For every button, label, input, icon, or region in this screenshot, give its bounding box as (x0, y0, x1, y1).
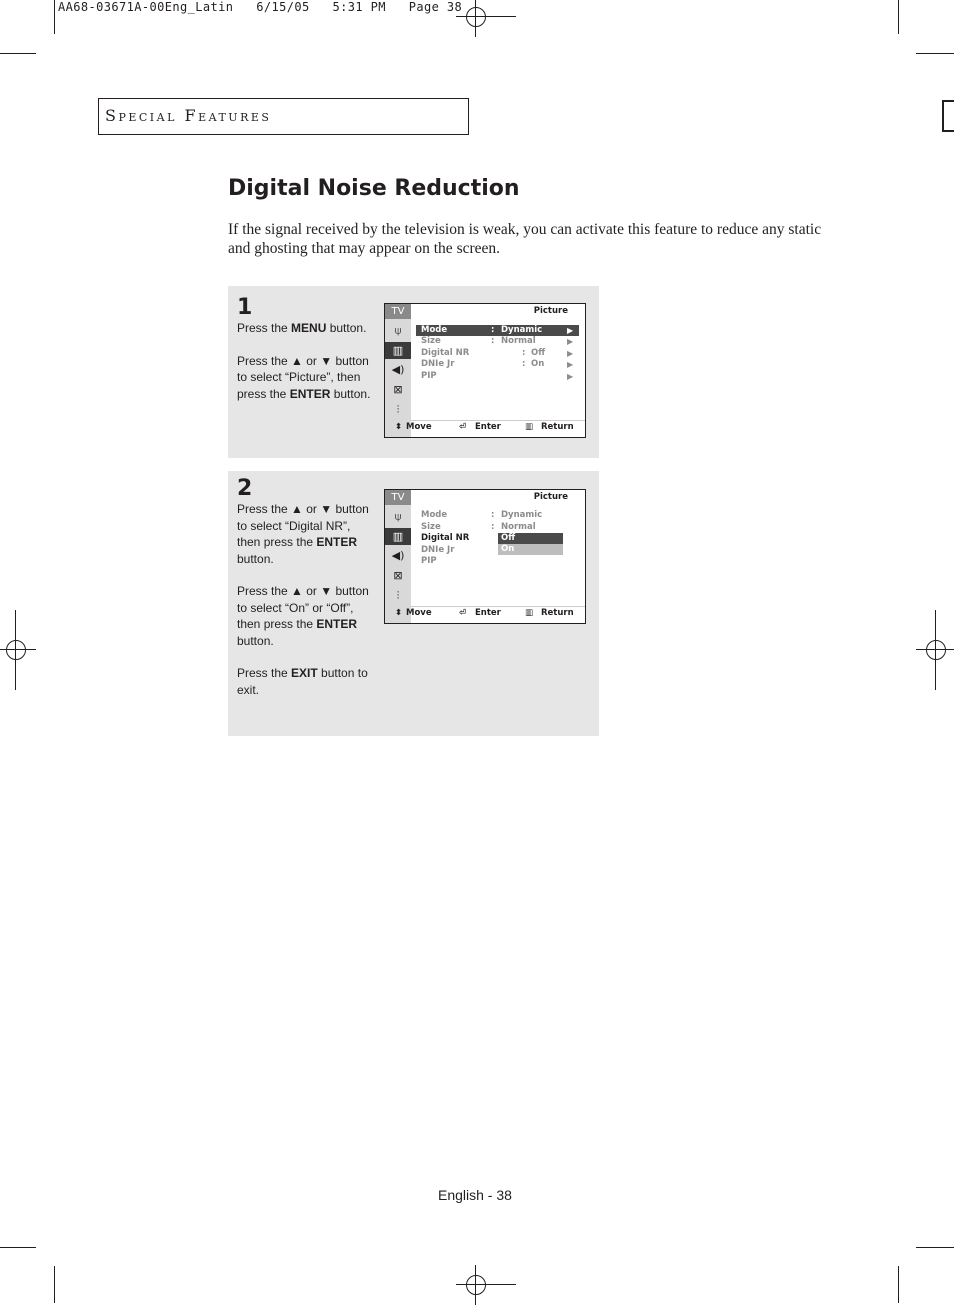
return-icon: ▥ (525, 608, 534, 618)
step-2-paragraph: Press the ▲ or ▼ button to select “On” or “Off”, then press the ENTER button. (237, 584, 369, 648)
osd-footer-move: Move (406, 422, 432, 432)
osd-footer-enter: Enter (475, 608, 501, 618)
step-2-paragraph: Press the EXIT button to exit. (237, 666, 368, 697)
registration-mark-bottom (456, 1265, 496, 1305)
crop-mark (476, 1284, 516, 1285)
move-icon: ⬍ (395, 608, 403, 618)
osd-tv-tag: TV (385, 304, 411, 319)
setup-icon: ⫶ (396, 589, 400, 602)
osd-option-on: On (501, 544, 515, 554)
osd-row-colon: : (491, 325, 495, 335)
osd-row-colon: : (491, 336, 495, 346)
crop-mark (476, 16, 516, 17)
page-footer: English - 38 (438, 1187, 512, 1203)
crop-mark (916, 53, 954, 54)
osd-title: Picture (533, 306, 568, 316)
osd-footer-return: Return (541, 608, 574, 618)
return-icon: ▥ (525, 422, 534, 432)
osd-row-colon: : (522, 359, 526, 369)
osd-row-value: Dynamic (501, 325, 543, 335)
step-1-paragraph: Press the ▲ or ▼ button to select “Picture”, then press the ENTER button. (237, 353, 371, 401)
picture-icon: ▥ (385, 342, 411, 359)
channel-icon: ⊠ (393, 569, 403, 582)
osd-tv-tag: TV (385, 490, 411, 505)
crop-mark (916, 1247, 954, 1248)
crop-mark (935, 610, 936, 690)
osd-row-arrow: ▶ (567, 337, 574, 346)
osd-row-label: Digital NR (421, 533, 470, 543)
osd-row-label: Mode (421, 510, 448, 520)
osd-row-value: Normal (501, 336, 536, 346)
osd-row-label: PIP (421, 371, 437, 381)
registration-mark-top (456, 0, 496, 37)
osd-row-colon: : (491, 510, 495, 520)
crop-mark (898, 1266, 899, 1303)
section-title: Special Features (105, 106, 272, 125)
osd-row-arrow: ▶ (567, 372, 574, 381)
osd-row-value: Normal (501, 522, 536, 532)
osd-footer-divider (411, 420, 585, 421)
osd-option-off: Off (501, 533, 516, 543)
step-1-number: 1 (237, 295, 253, 320)
osd-row-label: Digital NR (421, 348, 470, 358)
crop-mark (54, 0, 55, 34)
step-1-instructions (237, 320, 372, 418)
osd-row-arrow: ▶ (567, 360, 574, 369)
antenna-icon: ⍦ (394, 324, 402, 337)
osd-row-label: Size (421, 336, 441, 346)
step-2-instructions (237, 501, 372, 714)
print-slug: AA68-03671A-00Eng_Latin 6/15/05 5:31 PM Page 38 (58, 0, 463, 14)
crop-mark (0, 53, 36, 54)
antenna-icon: ⍦ (394, 510, 402, 523)
page-tab-marker (942, 100, 954, 132)
step-1-paragraph: Press the MENU button. (237, 321, 367, 335)
osd-row-arrow: ▶ (567, 349, 574, 358)
osd-row-label: Mode (421, 325, 448, 335)
osd-row-value: On (531, 359, 545, 369)
crop-mark (898, 0, 899, 34)
osd-footer-divider (411, 606, 585, 607)
page-heading: Digital Noise Reduction (228, 176, 520, 201)
osd-row-label: DNIe Jr (421, 359, 455, 369)
intro-paragraph: If the signal received by the television is weak, you can activate this feature to reduce any static and ghosting that may appear on the screen. (228, 221, 822, 257)
crop-mark (15, 610, 16, 690)
osd-row-label: Size (421, 522, 441, 532)
enter-icon: ⏎ (459, 608, 467, 618)
step-2-number: 2 (237, 476, 253, 501)
osd-footer-move: Move (406, 608, 432, 618)
speaker-icon: ◀) (391, 549, 405, 562)
osd-row-arrow: ▶ (567, 326, 574, 335)
osd-row-label: DNIe Jr (421, 545, 455, 555)
step-2-paragraph: Press the ▲ or ▼ button to select “Digital NR”, then press the ENTER button. (237, 502, 369, 566)
picture-icon: ▥ (385, 528, 411, 545)
osd-row-colon: : (491, 522, 495, 532)
osd-menu-step-2 (384, 489, 586, 624)
speaker-icon: ◀) (391, 363, 405, 376)
setup-icon: ⫶ (396, 403, 400, 416)
osd-row-value: Off (531, 348, 546, 358)
osd-title: Picture (533, 492, 568, 502)
crop-mark (54, 1266, 55, 1303)
move-icon: ⬍ (395, 422, 403, 432)
osd-footer-return: Return (541, 422, 574, 432)
crop-mark (0, 1247, 36, 1248)
osd-row-value: Dynamic (501, 510, 543, 520)
osd-row-colon: : (522, 348, 526, 358)
channel-icon: ⊠ (393, 383, 403, 396)
osd-menu-step-1 (384, 303, 586, 438)
osd-row-label: PIP (421, 556, 437, 566)
registration-mark-left (0, 630, 36, 670)
osd-footer-enter: Enter (475, 422, 501, 432)
enter-icon: ⏎ (459, 422, 467, 432)
